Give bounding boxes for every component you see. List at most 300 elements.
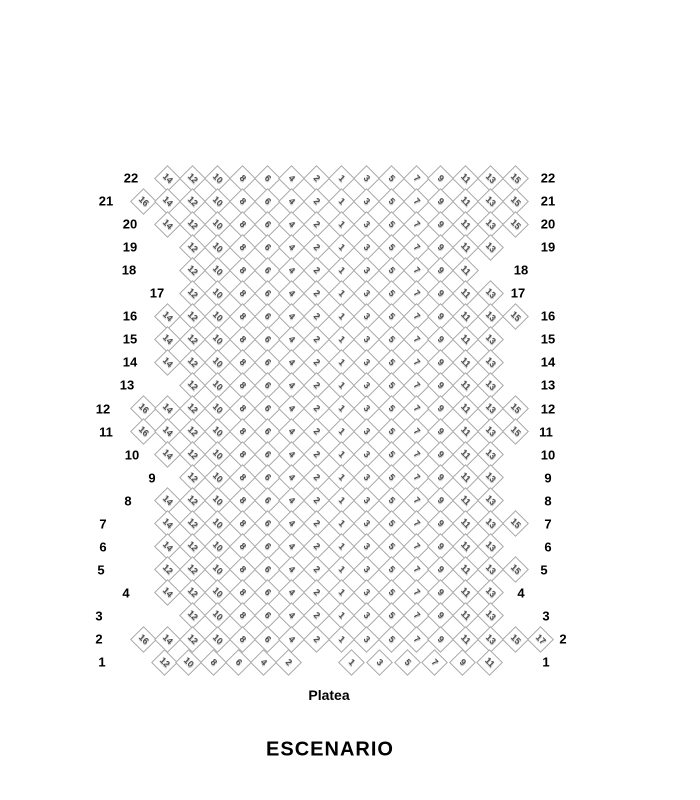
seat-number: 11 bbox=[459, 424, 473, 439]
seat-number: 11 bbox=[483, 654, 497, 669]
seat-row2-10[interactable] bbox=[204, 626, 231, 653]
seat-number: 12 bbox=[157, 654, 172, 669]
seat-number: 8 bbox=[237, 448, 248, 460]
seat-number: 8 bbox=[208, 656, 220, 667]
seat-number: 7 bbox=[411, 379, 422, 391]
seat-number: 13 bbox=[483, 378, 498, 393]
seat-number: 9 bbox=[435, 264, 447, 276]
seat-row1-1[interactable] bbox=[339, 649, 366, 676]
seat-number: 1 bbox=[336, 610, 348, 621]
seat-number: 4 bbox=[286, 218, 298, 230]
row-label-left-15: 15 bbox=[122, 331, 138, 347]
row-label-right-18: 18 bbox=[513, 262, 529, 278]
seat-row19-13[interactable] bbox=[477, 234, 504, 261]
seat-number: 3 bbox=[361, 518, 373, 529]
seat-number: 4 bbox=[286, 448, 298, 460]
seat-number: 16 bbox=[136, 401, 151, 416]
seat-number: 12 bbox=[185, 516, 201, 531]
seat-number: 9 bbox=[435, 495, 447, 506]
seat-number: 10 bbox=[210, 193, 225, 208]
seat-number: 7 bbox=[411, 241, 422, 253]
seat-number: 9 bbox=[435, 241, 447, 253]
seat-number: 12 bbox=[185, 539, 201, 554]
seat-number: 6 bbox=[262, 333, 273, 345]
seat-number: 6 bbox=[262, 610, 273, 621]
seat-number: 7 bbox=[411, 633, 422, 644]
seat-number: 3 bbox=[361, 471, 373, 483]
seat-row14-14[interactable] bbox=[154, 349, 181, 376]
seat-number: 5 bbox=[386, 264, 397, 276]
seat-number: 1 bbox=[336, 564, 348, 575]
seat-number: 14 bbox=[161, 424, 176, 439]
row-label-left-1: 1 bbox=[98, 654, 106, 670]
seat-number: 5 bbox=[386, 471, 397, 483]
seat-number: 3 bbox=[374, 656, 386, 667]
seat-number: 6 bbox=[262, 633, 273, 644]
seat-number: 12 bbox=[185, 585, 201, 600]
seat-number: 2 bbox=[311, 541, 323, 552]
seat-number: 8 bbox=[237, 310, 248, 322]
seat-row10-14[interactable] bbox=[154, 441, 181, 468]
seat-number: 10 bbox=[210, 331, 225, 347]
seat-number: 11 bbox=[459, 262, 473, 277]
seat-number: 13 bbox=[483, 447, 498, 462]
seat-row1-9[interactable] bbox=[449, 649, 476, 676]
row-label-right-7: 7 bbox=[544, 516, 552, 532]
seat-number: 12 bbox=[185, 447, 201, 462]
seat-number: 13 bbox=[483, 331, 498, 347]
seat-number: 13 bbox=[483, 608, 498, 623]
seat-number: 3 bbox=[361, 402, 373, 414]
seat-row2-16[interactable] bbox=[130, 626, 157, 653]
seat-number: 6 bbox=[262, 425, 273, 437]
seat-row11-15[interactable] bbox=[502, 418, 529, 445]
seat-number: 7 bbox=[411, 425, 422, 437]
seat-number: 6 bbox=[262, 264, 273, 276]
seat-row20-15[interactable] bbox=[502, 211, 529, 238]
seat-number: 14 bbox=[161, 331, 176, 347]
seat-number: 10 bbox=[210, 493, 225, 508]
seat-number: 5 bbox=[386, 448, 397, 460]
seat-number: 1 bbox=[347, 656, 358, 667]
seat-number: 8 bbox=[237, 564, 248, 575]
seat-number: 14 bbox=[161, 493, 176, 508]
seat-number: 10 bbox=[210, 354, 225, 370]
seat-row2-4[interactable] bbox=[278, 626, 305, 653]
seat-row2-11[interactable] bbox=[452, 626, 479, 653]
row-label-right-10: 10 bbox=[540, 447, 556, 463]
seat-number: 8 bbox=[237, 195, 248, 206]
seat-number: 8 bbox=[237, 471, 248, 483]
seat-number: 5 bbox=[386, 402, 397, 414]
row-label-right-1: 1 bbox=[542, 654, 550, 670]
seat-number: 5 bbox=[386, 633, 397, 644]
seat-number: 9 bbox=[435, 333, 447, 345]
row-label-right-20: 20 bbox=[540, 216, 556, 232]
seat-number: 1 bbox=[336, 310, 348, 322]
seat-number: 11 bbox=[459, 447, 473, 462]
row-label-left-18: 18 bbox=[121, 262, 137, 278]
seat-number: 4 bbox=[286, 587, 298, 598]
seat-number: 7 bbox=[411, 471, 422, 483]
seat-number: 7 bbox=[411, 402, 422, 414]
row-label-left-9: 9 bbox=[148, 470, 156, 486]
seat-number: 14 bbox=[161, 354, 176, 370]
seat-number: 2 bbox=[311, 333, 323, 345]
seat-number: 10 bbox=[210, 585, 225, 600]
seat-number: 1 bbox=[336, 518, 348, 529]
seat-row20-14[interactable] bbox=[154, 211, 181, 238]
seat-number: 3 bbox=[361, 610, 373, 621]
seat-number: 14 bbox=[161, 170, 176, 185]
seat-number: 11 bbox=[459, 355, 473, 369]
seat-number: 8 bbox=[237, 541, 248, 552]
row-label-left-8: 8 bbox=[124, 493, 132, 509]
seat-number: 11 bbox=[459, 216, 473, 231]
seat-number: 12 bbox=[185, 378, 201, 393]
seat-number: 12 bbox=[185, 354, 201, 370]
seat-number: 5 bbox=[386, 610, 397, 621]
row-label-left-2: 2 bbox=[95, 631, 103, 647]
row-label-left-11: 11 bbox=[99, 424, 113, 440]
seat-number: 2 bbox=[311, 172, 323, 183]
seat-number: 16 bbox=[136, 424, 151, 439]
seat-number: 3 bbox=[361, 287, 373, 299]
seat-row1-7[interactable] bbox=[421, 649, 448, 676]
seat-number: 12 bbox=[185, 470, 201, 485]
seat-number: 13 bbox=[483, 285, 498, 300]
seat-row3-4[interactable] bbox=[278, 603, 305, 630]
row-label-right-21: 21 bbox=[540, 193, 556, 209]
seat-number: 14 bbox=[161, 539, 176, 554]
seat-number: 9 bbox=[435, 379, 447, 391]
seat-number: 6 bbox=[262, 241, 273, 253]
seat-number: 7 bbox=[411, 195, 422, 206]
seat-row1-3[interactable] bbox=[366, 649, 393, 676]
seat-number: 13 bbox=[483, 562, 498, 577]
seat-number: 10 bbox=[210, 470, 225, 485]
seat-number: 7 bbox=[411, 333, 422, 345]
seat-number: 1 bbox=[336, 195, 348, 206]
row-label-right-8: 8 bbox=[544, 493, 552, 509]
seat-number: 13 bbox=[483, 470, 498, 485]
seat-number: 9 bbox=[435, 587, 447, 598]
seat-number: 11 bbox=[459, 516, 473, 531]
seat-number: 2 bbox=[311, 633, 323, 644]
seat-number: 15 bbox=[508, 631, 523, 646]
seat-row22-4[interactable] bbox=[278, 165, 305, 192]
seat-number: 4 bbox=[258, 656, 270, 667]
seat-number: 7 bbox=[411, 495, 422, 506]
seat-number: 11 bbox=[459, 170, 473, 185]
seat-number: 12 bbox=[185, 239, 201, 254]
seat-number: 9 bbox=[435, 448, 447, 460]
seat-number: 11 bbox=[459, 585, 473, 600]
seat-number: 10 bbox=[210, 378, 225, 393]
seat-row2-3[interactable] bbox=[353, 626, 380, 653]
seat-number: 12 bbox=[185, 424, 201, 439]
seat-number: 8 bbox=[237, 333, 248, 345]
row-label-left-22: 22 bbox=[123, 170, 139, 186]
seat-number: 9 bbox=[435, 564, 447, 575]
seat-number: 8 bbox=[237, 587, 248, 598]
seat-number: 10 bbox=[210, 285, 225, 300]
seat-number: 3 bbox=[361, 587, 373, 598]
seat-number: 15 bbox=[508, 170, 523, 185]
seat-number: 13 bbox=[483, 493, 498, 508]
seat-number: 5 bbox=[386, 587, 397, 598]
seat-number: 6 bbox=[262, 448, 273, 460]
seat-number: 12 bbox=[185, 331, 201, 347]
seat-number: 7 bbox=[411, 518, 422, 529]
seat-number: 8 bbox=[237, 241, 248, 253]
seat-number: 1 bbox=[336, 425, 348, 437]
row-label-right-15: 15 bbox=[540, 331, 556, 347]
seat-number: 6 bbox=[262, 356, 273, 368]
seat-number: 12 bbox=[185, 216, 201, 231]
seat-number: 9 bbox=[457, 656, 468, 667]
seat-number: 9 bbox=[435, 287, 447, 299]
seat-number: 10 bbox=[210, 239, 225, 254]
seat-number: 13 bbox=[483, 193, 498, 208]
seat-number: 11 bbox=[459, 493, 473, 508]
seat-number: 1 bbox=[336, 495, 348, 506]
seat-number: 3 bbox=[361, 379, 373, 391]
seat-number: 11 bbox=[459, 562, 473, 577]
seat-number: 10 bbox=[210, 539, 225, 554]
seat-number: 15 bbox=[508, 424, 523, 439]
seat-number: 10 bbox=[210, 308, 225, 324]
seat-number: 10 bbox=[210, 401, 225, 416]
seat-number: 2 bbox=[311, 471, 323, 483]
seat-row2-6[interactable] bbox=[254, 626, 281, 653]
seat-number: 3 bbox=[361, 356, 373, 368]
seat-row2-13[interactable] bbox=[477, 626, 504, 653]
seat-number: 8 bbox=[237, 495, 248, 506]
seat-number: 9 bbox=[435, 356, 447, 368]
seat-row3-9[interactable] bbox=[427, 603, 454, 630]
seat-number: 6 bbox=[233, 656, 245, 667]
seat-number: 10 bbox=[210, 631, 225, 646]
row-label-right-4: 4 bbox=[517, 585, 525, 601]
seat-number: 6 bbox=[262, 310, 273, 322]
seat-row2-9[interactable] bbox=[427, 626, 454, 653]
seat-number: 8 bbox=[237, 218, 248, 230]
seat-number: 11 bbox=[459, 332, 473, 346]
seat-row1-10[interactable] bbox=[175, 649, 202, 676]
seat-number: 9 bbox=[435, 518, 447, 529]
seat-number: 6 bbox=[262, 195, 273, 206]
seat-number: 5 bbox=[386, 541, 397, 552]
seat-number: 9 bbox=[435, 425, 447, 437]
seat-number: 13 bbox=[483, 585, 498, 600]
seat-number: 13 bbox=[483, 401, 498, 416]
seat-row1-4[interactable] bbox=[250, 649, 277, 676]
row-label-right-3: 3 bbox=[542, 608, 550, 624]
seat-number: 6 bbox=[262, 172, 273, 183]
seat-number: 14 bbox=[161, 308, 176, 324]
seat-number: 8 bbox=[237, 518, 248, 529]
seat-number: 2 bbox=[311, 610, 323, 621]
seat-number: 12 bbox=[185, 170, 201, 185]
seat-number: 4 bbox=[286, 402, 298, 414]
seat-row1-8[interactable] bbox=[200, 649, 227, 676]
seat-row2-17[interactable] bbox=[527, 626, 554, 653]
seat-number: 6 bbox=[262, 587, 273, 598]
seat-number: 6 bbox=[262, 471, 273, 483]
seat-number: 11 bbox=[459, 309, 473, 323]
seat-number: 6 bbox=[262, 287, 273, 299]
seat-number: 4 bbox=[286, 264, 298, 276]
seat-number: 9 bbox=[435, 172, 447, 183]
seat-row7-15[interactable] bbox=[502, 510, 529, 537]
seat-number: 6 bbox=[262, 218, 273, 230]
seat-number: 10 bbox=[210, 608, 225, 623]
seat-number: 2 bbox=[311, 379, 323, 391]
seat-number: 14 bbox=[161, 516, 176, 531]
seat-number: 3 bbox=[361, 495, 373, 506]
seat-number: 3 bbox=[361, 195, 373, 206]
seat-number: 2 bbox=[283, 656, 294, 667]
seat-number: 9 bbox=[435, 195, 447, 206]
seat-number: 2 bbox=[311, 241, 323, 253]
seat-row21-4[interactable] bbox=[278, 188, 305, 215]
seat-number: 8 bbox=[237, 264, 248, 276]
seat-number: 11 bbox=[459, 608, 473, 623]
seat-number: 8 bbox=[237, 172, 248, 183]
seat-number: 1 bbox=[336, 218, 348, 230]
seat-number: 5 bbox=[386, 172, 397, 183]
seat-number: 7 bbox=[411, 310, 422, 322]
seat-number: 4 bbox=[286, 195, 298, 206]
seat-number: 11 bbox=[459, 631, 473, 646]
row-label-left-13: 13 bbox=[119, 377, 135, 393]
seat-number: 3 bbox=[361, 564, 373, 575]
seat-number: 10 bbox=[182, 654, 197, 669]
seat-number: 12 bbox=[185, 493, 201, 508]
seat-number: 9 bbox=[435, 471, 447, 483]
seat-number: 5 bbox=[386, 564, 397, 575]
seat-number: 6 bbox=[262, 379, 273, 391]
seat-row1-12[interactable] bbox=[151, 649, 178, 676]
seat-row2-5[interactable] bbox=[378, 626, 405, 653]
seat-number: 11 bbox=[459, 193, 473, 208]
seat-number: 7 bbox=[411, 448, 422, 460]
seat-row1-11[interactable] bbox=[476, 649, 503, 676]
seat-number: 14 bbox=[161, 193, 176, 208]
seat-number: 5 bbox=[386, 495, 397, 506]
row-label-left-12: 12 bbox=[95, 401, 111, 416]
seat-number: 4 bbox=[286, 471, 298, 483]
seat-number: 10 bbox=[210, 562, 225, 577]
seat-number: 5 bbox=[386, 518, 397, 529]
seat-row1-6[interactable] bbox=[225, 649, 252, 676]
seat-number: 4 bbox=[286, 495, 298, 506]
seat-number: 7 bbox=[411, 172, 422, 183]
seat-number: 3 bbox=[361, 425, 373, 437]
seat-number: 7 bbox=[411, 287, 422, 299]
seat-row2-15[interactable] bbox=[502, 626, 529, 653]
seat-number: 15 bbox=[508, 308, 523, 324]
seat-number: 3 bbox=[361, 218, 373, 230]
seat-row4-14[interactable] bbox=[154, 579, 181, 606]
seat-number: 9 bbox=[435, 633, 447, 644]
seat-row1-2[interactable] bbox=[275, 649, 302, 676]
row-label-right-5: 5 bbox=[540, 562, 548, 578]
seat-number: 14 bbox=[161, 401, 176, 416]
seat-row21-16[interactable] bbox=[130, 188, 157, 215]
seat-row2-2[interactable] bbox=[303, 626, 330, 653]
seat-number: 7 bbox=[411, 356, 422, 368]
seat-number: 6 bbox=[262, 541, 273, 552]
row-label-left-10: 10 bbox=[124, 447, 140, 463]
row-label-left-20: 20 bbox=[122, 216, 138, 232]
seat-number: 2 bbox=[311, 310, 323, 322]
seat-number: 6 bbox=[262, 564, 273, 575]
seat-number: 7 bbox=[411, 541, 422, 552]
seat-number: 8 bbox=[237, 425, 248, 437]
seat-number: 4 bbox=[286, 172, 298, 183]
seat-number: 12 bbox=[185, 562, 201, 577]
seat-number: 1 bbox=[336, 172, 348, 183]
seat-number: 1 bbox=[336, 379, 348, 391]
seat-number: 12 bbox=[185, 285, 201, 300]
seat-row22-9[interactable] bbox=[427, 165, 454, 192]
seat-row2-12[interactable] bbox=[179, 626, 206, 653]
seat-row2-8[interactable] bbox=[229, 626, 256, 653]
seat-row16-15[interactable] bbox=[502, 303, 529, 330]
seat-number: 15 bbox=[508, 193, 523, 208]
seat-number: 13 bbox=[483, 424, 498, 439]
row-label-left-3: 3 bbox=[95, 608, 103, 624]
row-label-right-9: 9 bbox=[544, 470, 552, 486]
seat-number: 4 bbox=[286, 356, 298, 368]
seat-number: 2 bbox=[311, 495, 323, 506]
seat-number: 1 bbox=[336, 287, 348, 299]
seat-number: 11 bbox=[459, 470, 473, 485]
seat-number: 1 bbox=[336, 264, 348, 276]
seat-number: 14 bbox=[161, 447, 176, 462]
seat-number: 9 bbox=[435, 402, 447, 414]
seat-number: 3 bbox=[361, 172, 373, 183]
seat-number: 15 bbox=[508, 516, 523, 531]
seat-number: 6 bbox=[262, 518, 273, 529]
seat-number: 1 bbox=[336, 587, 348, 598]
seat-number: 2 bbox=[311, 218, 323, 230]
seat-number: 10 bbox=[210, 216, 225, 231]
seat-number: 11 bbox=[459, 285, 473, 300]
seat-number: 13 bbox=[483, 170, 498, 185]
seat-number: 1 bbox=[336, 402, 348, 414]
seat-number: 8 bbox=[237, 356, 248, 368]
seat-row11-16[interactable] bbox=[130, 418, 157, 445]
seat-row2-14[interactable] bbox=[154, 626, 181, 653]
seat-number: 4 bbox=[286, 564, 298, 575]
seat-number: 3 bbox=[361, 241, 373, 253]
seat-row5-15[interactable] bbox=[502, 556, 529, 583]
seat-number: 4 bbox=[286, 425, 298, 437]
seat-number: 13 bbox=[483, 216, 498, 231]
seat-number: 15 bbox=[508, 401, 523, 416]
seat-number: 13 bbox=[483, 631, 498, 646]
seat-number: 10 bbox=[210, 170, 225, 185]
seat-number: 5 bbox=[386, 333, 397, 345]
seat-number: 5 bbox=[386, 287, 397, 299]
seat-number: 3 bbox=[361, 264, 373, 276]
seat-number: 10 bbox=[210, 516, 225, 531]
seat-number: 2 bbox=[311, 356, 323, 368]
row-label-left-14: 14 bbox=[122, 354, 138, 370]
